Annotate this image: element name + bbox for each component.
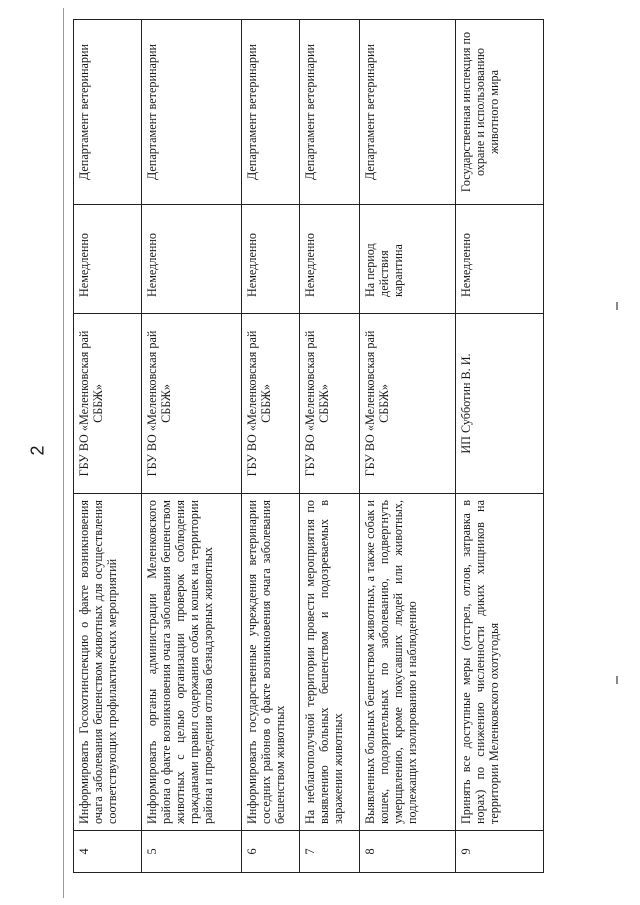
department-cell: Департамент ветеринарии <box>360 20 456 205</box>
page-edge-line <box>63 8 64 898</box>
executor-cell: ГБУ ВО «Меленковская рай СББЖ» <box>242 314 300 494</box>
row-number: 4 <box>74 831 142 873</box>
table-row <box>74 20 142 873</box>
scan-mark <box>616 676 618 684</box>
executor-cell: ГБУ ВО «Меленковская рай СББЖ» <box>74 314 142 494</box>
table-row <box>300 20 360 873</box>
table-row <box>242 20 300 873</box>
measures-table <box>73 19 544 873</box>
row-number: 9 <box>456 831 544 873</box>
table-row <box>142 20 242 873</box>
row-number: 6 <box>242 831 300 873</box>
department-cell: Департамент ветеринарии <box>142 20 242 205</box>
action-cell: Выявленных больных бешенством животных, а также собак и кошек, подозрительных по заболеванию, подвергнуть умерщвлению, кроме покусавших людей или животных, подлежащих изолированию и наблюдению <box>360 494 456 831</box>
page-number: 2 <box>27 445 48 456</box>
department-cell: Департамент ветеринарии <box>300 20 360 205</box>
term-cell: Немедленно <box>300 205 360 314</box>
row-number: 8 <box>360 831 456 873</box>
action-cell: На неблагополучной территории провести мероприятия по выявлению больных бешенством и подозреваемых в заражении животных <box>300 494 360 831</box>
executor-cell: ГБУ ВО «Меленковская рай СББЖ» <box>142 314 242 494</box>
rotated-table-container <box>73 20 543 873</box>
row-number: 7 <box>300 831 360 873</box>
term-cell: На период действия карантина <box>360 205 456 314</box>
term-cell: Немедленно <box>74 205 142 314</box>
department-cell: Департамент ветеринарии <box>242 20 300 205</box>
term-cell: Немедленно <box>456 205 544 314</box>
action-cell: Информировать органы администрации Меленковского района о факте возникновения очага заболевания бешенством животных с целью организации проверок соблюдения гражданами правил содержания собак и кошек на территории района и проведения отлова безнадзорных животных <box>142 494 242 831</box>
scan-mark <box>616 302 618 310</box>
action-cell: Принять все доступные меры (отстрел, отлов, затравка в норах) по снижению численности диких хищников на территории Меленковского охотугодья <box>456 494 544 831</box>
department-cell: Департамент ветеринарии <box>74 20 142 205</box>
table-row <box>456 20 544 873</box>
row-number: 5 <box>142 831 242 873</box>
action-cell: Информировать Госохотинспекцию о факте возникновения очага заболевания бешенством животных для осуществления соответствующих профилактических мероприятий <box>74 494 142 831</box>
executor-cell: ИП Субботин В. И. <box>456 314 544 494</box>
department-cell: Государственная инспекция по охране и использованию животного мира <box>456 20 544 205</box>
table-row <box>360 20 456 873</box>
executor-cell: ГБУ ВО «Меленковская рай СББЖ» <box>300 314 360 494</box>
term-cell: Немедленно <box>242 205 300 314</box>
term-cell: Немедленно <box>142 205 242 314</box>
executor-cell: ГБУ ВО «Меленковская рай СББЖ» <box>360 314 456 494</box>
action-cell: Информировать государственные учреждения ветеринарии соседних районов о факте возникновения очага заболевания бешенством животных <box>242 494 300 831</box>
